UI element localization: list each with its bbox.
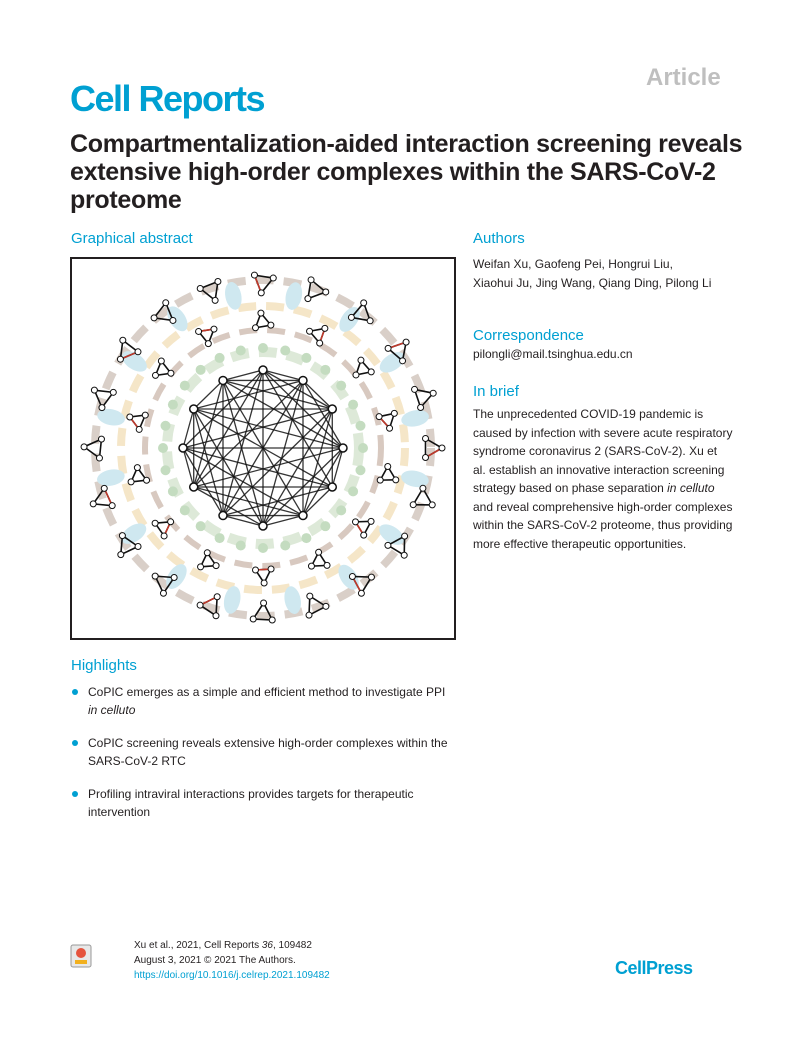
highlight-item	[70, 734, 450, 770]
triangle-node	[400, 358, 406, 364]
triangle-node	[135, 543, 141, 549]
network-node	[190, 483, 198, 491]
triangle-node	[358, 357, 364, 363]
triangle-node	[423, 435, 429, 441]
network-edge	[223, 380, 343, 448]
triangle-node	[353, 372, 359, 378]
triangle-node	[171, 575, 177, 581]
article-type-label: Article	[646, 64, 721, 91]
citation-text: Xu et al., 2021, Cell Reports	[134, 940, 262, 951]
triangle-node	[308, 277, 314, 283]
triangle-node	[142, 412, 148, 418]
triangle-node	[120, 337, 126, 343]
triangle-node	[308, 563, 314, 569]
citation-text: , 109482	[272, 940, 312, 951]
triangle-node	[205, 341, 211, 347]
cellpress-logo: CellPress	[615, 958, 693, 978]
triangle-node	[358, 590, 364, 596]
triangle-node	[429, 502, 435, 508]
ring-dot	[301, 533, 311, 543]
ring-dot	[180, 381, 190, 391]
triangle-node	[261, 600, 267, 606]
triangle-node	[324, 562, 330, 568]
triangle-node	[377, 477, 383, 483]
triangle-node	[410, 502, 416, 508]
triangle-node	[117, 356, 123, 362]
doi-link[interactable]: https://doi.org/10.1016/j.celrep.2021.109482	[134, 970, 330, 981]
triangle-node	[204, 550, 210, 556]
triangle-node	[163, 300, 169, 306]
triangle-node	[151, 315, 157, 321]
citation-date: August 3, 2021 © 2021 The Authors.	[134, 955, 296, 966]
triangle-node	[367, 318, 373, 324]
network-node	[190, 405, 198, 413]
citation-volume: 36	[261, 940, 273, 951]
triangle-node	[170, 317, 176, 323]
triangle-node	[168, 370, 174, 376]
triangle-node	[268, 322, 274, 328]
bullet-icon	[72, 740, 78, 746]
graphical-abstract-figure	[70, 257, 456, 640]
triangle-node	[368, 369, 374, 375]
highlight-text: CoPIC screening reveals extensive high-order complexes within the SARS-CoV-2 RTC	[88, 736, 448, 768]
graphical-abstract-heading: Graphical abstract	[71, 230, 193, 247]
in-brief-heading: In brief	[473, 383, 519, 400]
triangle-node	[385, 542, 391, 548]
triangle-node	[305, 296, 311, 302]
triangle-node	[268, 566, 274, 572]
authors-heading: Authors	[473, 230, 525, 247]
triangle-node	[270, 275, 276, 281]
triangle-node	[385, 345, 391, 351]
triangle-node	[323, 603, 329, 609]
triangle-node	[91, 387, 97, 393]
triangle-node	[215, 279, 221, 285]
ring-dot	[168, 400, 178, 410]
triangle-node	[420, 485, 426, 491]
triangle-node	[376, 414, 382, 420]
ring-dot	[336, 505, 346, 515]
triangle-node	[361, 532, 367, 538]
network-edge	[194, 409, 263, 526]
article-title: Compartmentalization-aided interaction screening reveals extensive high-order complexes within the SARS-CoV-2 proteome	[70, 130, 743, 214]
triangle-node	[352, 519, 358, 525]
network-edge	[194, 487, 263, 526]
highlights-list	[70, 683, 450, 836]
ring-dot	[280, 346, 290, 356]
triangle-node	[135, 349, 141, 355]
triangle-node	[152, 372, 158, 378]
network-node	[299, 512, 307, 520]
ring-dot	[196, 365, 206, 375]
triangle-node	[152, 520, 158, 526]
triangle-node	[98, 436, 104, 442]
triangle-node	[418, 404, 424, 410]
triangle-node	[322, 325, 328, 331]
ring-dot	[320, 521, 330, 531]
triangle-node	[161, 533, 167, 539]
triangle-node	[323, 289, 329, 295]
citation-block	[134, 938, 330, 983]
triangle-node	[316, 549, 322, 555]
ring-dot	[158, 443, 168, 453]
triangle-node	[387, 425, 393, 431]
correspondence-heading: Correspondence	[473, 327, 584, 344]
triangle-node	[401, 552, 407, 558]
ring-dot	[358, 443, 368, 453]
triangle-node	[158, 358, 164, 364]
ring-dot	[215, 533, 225, 543]
bullet-icon	[72, 689, 78, 695]
triangle-node	[110, 389, 116, 395]
highlight-item	[70, 785, 450, 821]
network-node	[328, 405, 336, 413]
ring-dot	[258, 343, 268, 353]
ring-dot	[301, 353, 311, 363]
triangle-node	[423, 455, 429, 461]
network-node	[328, 483, 336, 491]
network-node	[299, 376, 307, 384]
ring-dot	[258, 543, 268, 553]
ring-dot	[236, 346, 246, 356]
triangle-node	[258, 290, 264, 296]
highlight-text: CoPIC emerges as a simple and efficient method to investigate PPI	[88, 685, 446, 699]
triangle-node	[99, 405, 105, 411]
triangle-node	[160, 590, 166, 596]
triangle-node	[412, 386, 418, 392]
graphical-abstract-network	[72, 259, 454, 638]
ring-dot	[280, 540, 290, 550]
network-node	[219, 512, 227, 520]
ring-dot	[168, 486, 178, 496]
network-node	[339, 444, 347, 452]
triangle-node	[253, 325, 259, 331]
triangle-node	[196, 328, 202, 334]
triangle-node	[197, 602, 203, 608]
network-node	[259, 522, 267, 530]
triangle-node	[81, 444, 87, 450]
ring-dot	[215, 353, 225, 363]
highlight-italic: in celluto	[88, 703, 136, 717]
ring-dot	[161, 465, 171, 475]
triangle-node	[402, 533, 408, 539]
triangle-node	[128, 479, 134, 485]
triangle-node	[385, 463, 391, 469]
journal-logo: Cell Reports	[70, 78, 265, 119]
triangle-node	[109, 503, 115, 509]
triangle-node	[307, 593, 313, 599]
highlight-text: Profiling intraviral interactions provides targets for therapeutic intervention	[88, 787, 414, 819]
triangle-node	[393, 477, 399, 483]
triangle-node	[439, 445, 445, 451]
triangle-node	[211, 326, 217, 332]
authors-list: Weifan Xu, Gaofeng Pei, Hongrui Liu, Xiaohui Ju, Jing Wang, Qiang Ding, Pilong Li	[473, 257, 712, 290]
triangle-node	[168, 519, 174, 525]
ring-dot	[320, 365, 330, 375]
network-node	[259, 366, 267, 374]
triangle-node	[213, 613, 219, 619]
triangle-node	[349, 574, 355, 580]
triangle-node	[119, 533, 125, 539]
ring-dot	[196, 521, 206, 531]
triangle-node	[250, 616, 256, 622]
ring-dot	[348, 486, 358, 496]
highlights-heading: Highlights	[71, 657, 137, 674]
triangle-node	[348, 314, 354, 320]
triangle-node	[403, 339, 409, 345]
triangle-node	[251, 272, 257, 278]
triangle-node	[317, 340, 323, 346]
ring-dot	[180, 505, 190, 515]
triangle-node	[391, 410, 397, 416]
triangle-node	[101, 485, 107, 491]
triangle-node	[213, 563, 219, 569]
triangle-node	[214, 594, 220, 600]
triangle-node	[136, 426, 142, 432]
triangle-node	[258, 310, 264, 316]
ring-dot	[336, 381, 346, 391]
check-for-updates-icon[interactable]	[70, 944, 92, 968]
in-brief-text-part: and reveal comprehensive high-order complexes within the SARS-CoV-2 proteome, thus providing more effective therapeutic opportunities.	[473, 499, 733, 551]
in-brief-italic: in celluto	[667, 481, 715, 495]
correspondence-email[interactable]: pilongli@mail.tsinghua.edu.cn	[473, 347, 633, 361]
triangle-node	[269, 617, 275, 623]
triangle-node	[430, 390, 436, 396]
triangle-node	[253, 567, 259, 573]
bullet-icon	[72, 791, 78, 797]
triangle-node	[361, 300, 367, 306]
ring-dot	[355, 421, 365, 431]
triangle-node	[198, 564, 204, 570]
triangle-node	[118, 552, 124, 558]
citation-line	[134, 938, 330, 953]
triangle-node	[152, 573, 158, 579]
triangle-node	[368, 518, 374, 524]
triangle-node	[212, 297, 218, 303]
triangle-node	[306, 612, 312, 618]
network-node	[219, 376, 227, 384]
triangle-node	[96, 455, 102, 461]
in-brief-text-part: The unprecedented COVID-19 pandemic is caused by infection with severe acute respiratory syndrome coronavirus 2 (SARS-CoV-2). Xu et al. establish an innovative interaction screening strategy based on phase separation	[473, 407, 733, 495]
ring-dot	[161, 421, 171, 431]
triangle-node	[307, 328, 313, 334]
ring-dot	[236, 540, 246, 550]
ring-dot	[348, 400, 358, 410]
triangle-node	[90, 501, 96, 507]
triangle-node	[197, 286, 203, 292]
triangle-node	[261, 580, 267, 586]
triangle-node	[368, 574, 374, 580]
triangle-node	[144, 477, 150, 483]
highlight-item	[70, 683, 450, 719]
ring-dot	[355, 465, 365, 475]
triangle-node	[134, 465, 140, 471]
in-brief-text	[473, 405, 733, 553]
network-node	[179, 444, 187, 452]
triangle-node	[127, 414, 133, 420]
